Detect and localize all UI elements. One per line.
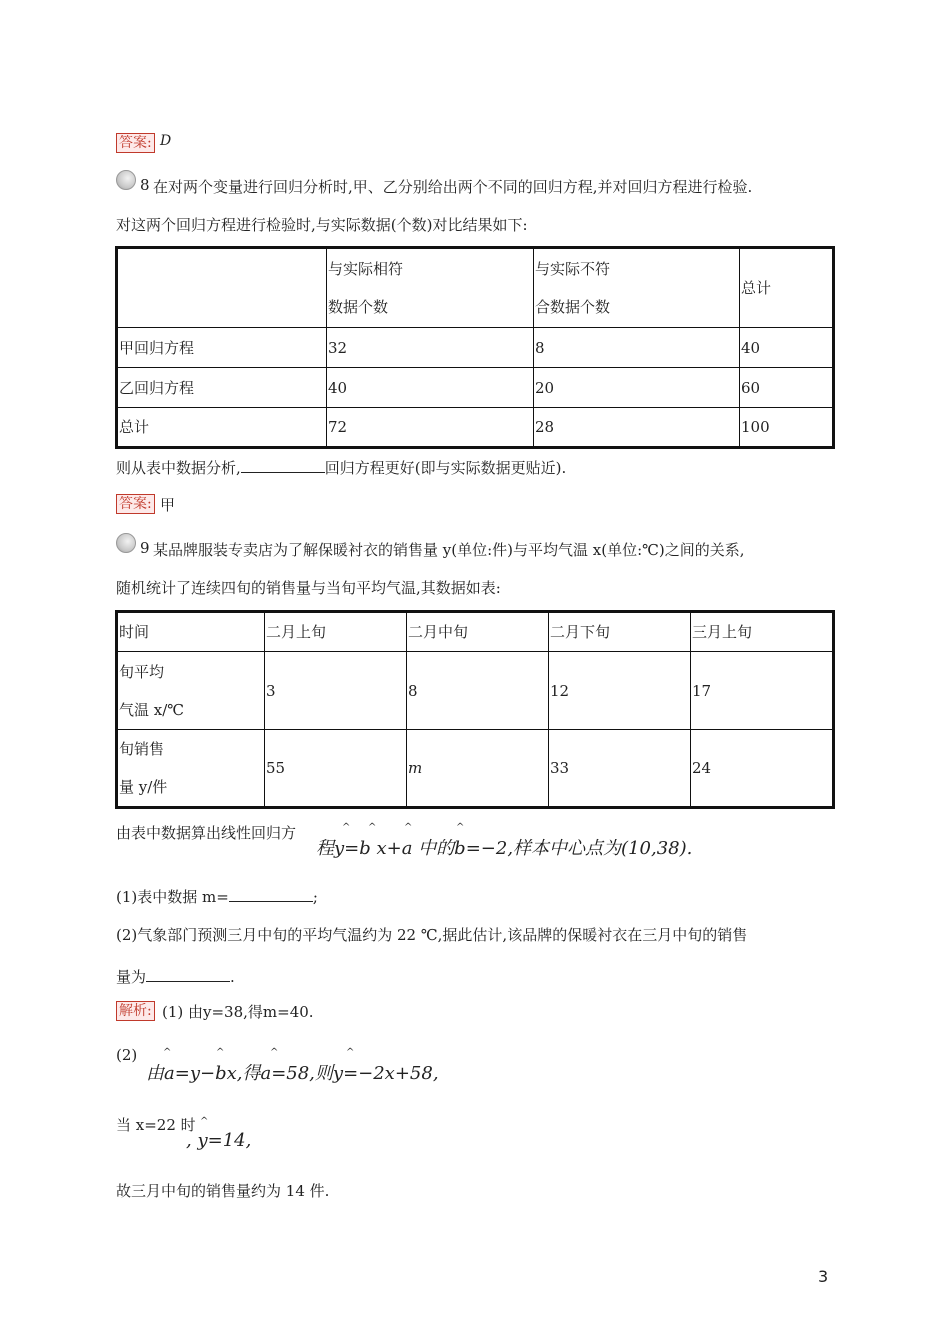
table-header-cell: 数据个数 (328, 298, 389, 316)
solution-conclusion: 故三月中旬的销售量约为 14 件. (116, 1182, 330, 1200)
page-number: 3 (818, 1267, 829, 1286)
table-row (117, 328, 834, 368)
answer-blank (146, 967, 230, 982)
row-label: 旬销售 (119, 740, 165, 758)
table-cell: 8 (408, 681, 418, 700)
question-text-line1: 某品牌服装专卖店为了解保暖衬衣的销售量 y(单位:件)与平均气温 x(单位:℃)之间的关系, (153, 541, 745, 559)
table-header-cell: 二月下旬 (550, 623, 611, 641)
table-cell: 33 (550, 759, 570, 777)
table-cell: 60 (741, 378, 761, 397)
text-before-blank: 则从表中数据分析, (116, 459, 241, 477)
table-row (117, 408, 834, 448)
table-header-cell: 总计 (741, 279, 772, 297)
table-cell: 24 (692, 759, 712, 777)
sub-question-text: . (230, 968, 235, 986)
question-bullet-icon (116, 170, 136, 190)
question-bullet-icon (116, 533, 136, 553)
text-after-blank: 回归方程更好(即与实际数据更贴近). (324, 459, 567, 477)
table-cell: 55 (266, 759, 286, 777)
row-label: 乙回归方程 (119, 378, 195, 397)
table-cell: 20 (535, 378, 555, 397)
comparison-table (115, 246, 835, 449)
solution-step-3: , y=14, (186, 1130, 252, 1151)
table-cell (117, 248, 327, 328)
fill-in-text (116, 457, 566, 478)
table-cell: 3 (266, 681, 276, 700)
hat-symbol: ^ (216, 1047, 225, 1058)
sub-question-1 (116, 886, 318, 907)
statement-text: 由表中数据算出线性回归方 (116, 824, 297, 842)
row-label: 量 y/件 (119, 778, 168, 796)
solution-step-2-label: (2) (116, 1046, 138, 1064)
question-number: 9 (140, 539, 150, 557)
table-header-cell: 三月上旬 (692, 623, 753, 641)
answer-value: 甲 (160, 496, 176, 514)
answer-blank (229, 887, 313, 902)
table-cell: 17 (692, 681, 712, 700)
table-header-cell: 合数据个数 (535, 298, 611, 316)
table-row (117, 730, 834, 808)
hat-symbol: ^ (346, 1047, 355, 1058)
table-header-cell: 与实际相符 (328, 260, 404, 278)
row-label: 气温 x/℃ (119, 700, 185, 719)
answer-blank (241, 458, 325, 473)
hat-symbol: ^ (342, 822, 351, 833)
hat-symbol: ^ (404, 822, 413, 833)
hat-symbol: ^ (163, 1047, 172, 1058)
hat-symbol: ^ (270, 1047, 279, 1058)
table-cell (327, 248, 534, 328)
table-cell: 40 (741, 338, 761, 357)
table-cell (534, 248, 740, 328)
table-row (117, 612, 834, 652)
sub-question-text: ; (312, 888, 318, 906)
table-header-cell: 二月上旬 (266, 623, 327, 641)
table-cell: m (408, 759, 423, 777)
table-cell: 8 (535, 338, 545, 357)
table-cell: 32 (328, 338, 348, 357)
question-text-line2: 对这两个回归方程进行检验时,与实际数据(个数)对比结果如下: (116, 216, 528, 234)
hat-symbol: ^ (368, 822, 377, 833)
hat-symbol: ^ (456, 822, 465, 833)
sales-table (115, 610, 835, 809)
table-cell (740, 248, 834, 328)
sub-question-text: 量为 (116, 968, 147, 986)
table-header-cell: 与实际不符 (535, 260, 611, 278)
table-cell: 12 (550, 681, 570, 700)
sub-question-2-cont (116, 966, 235, 987)
question-text-line1: 在对两个变量进行回归分析时,甲、乙分别给出两个不同的回归方程,并对回归方程进行检验. (153, 178, 753, 196)
answer-tag: 答案: (116, 494, 155, 514)
row-label: 甲回归方程 (119, 338, 195, 357)
table-cell: 100 (741, 418, 770, 436)
answer-tag: 答案: (116, 133, 155, 153)
table-header-cell: 二月中旬 (408, 623, 469, 641)
question-text-line2: 随机统计了连续四旬的销售量与当旬平均气温,其数据如表: (116, 579, 501, 597)
row-label: 总计 (119, 418, 150, 436)
table-header-cell: 时间 (119, 623, 150, 641)
regression-equation: 程y=b x+a 中的b=−2,样本中心点为(10,38). (316, 838, 693, 859)
question-number: 8 (140, 176, 150, 194)
table-row (117, 368, 834, 408)
answer-value: D (160, 133, 172, 149)
solution-step-3-label: 当 x=22 时 (116, 1116, 196, 1134)
sub-question-2: (2)气象部门预测三月中旬的平均气温约为 22 ℃,据此估计,该品牌的保暖衬衣在三月中旬的销售 (116, 926, 748, 944)
table-cell: 28 (535, 418, 555, 436)
analysis-tag: 解析: (116, 1001, 155, 1021)
sub-question-text: (1)表中数据 m= (116, 888, 229, 906)
table-cell: 40 (328, 378, 348, 397)
table-row (117, 652, 834, 730)
row-label: 旬平均 (119, 662, 165, 681)
solution-step-1: (1) 由y=38,得m=40. (162, 1003, 314, 1021)
solution-step-2: 由a=y−bx,得a=58,则y=−2x+58, (146, 1063, 439, 1084)
table-cell: 72 (328, 418, 348, 436)
hat-symbol: ^ (200, 1116, 209, 1127)
